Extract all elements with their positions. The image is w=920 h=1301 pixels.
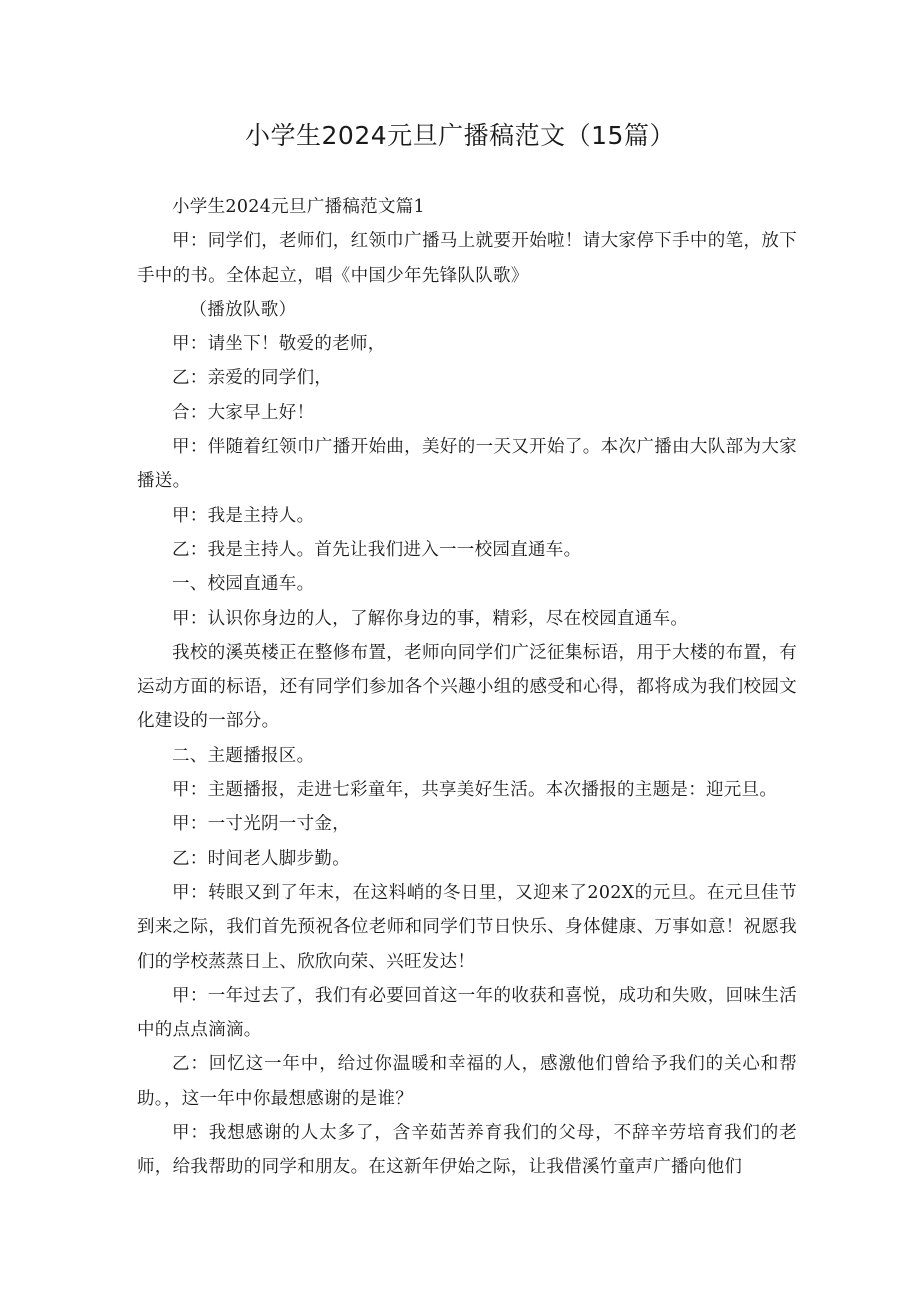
paragraph: 乙：时间老人脚步勤。 [172,848,350,869]
subsection-heading: 二、主题播报区。 [172,745,315,766]
paragraph: 甲：认识你身边的人，了解你身边的事，精彩，尽在校园直通车。 [172,608,689,629]
subsection-heading: 一、校园直通车。 [172,574,315,595]
paragraph: 乙：亲爱的同学们， [172,368,333,389]
paragraph: 甲：伴随着红领巾广播开始曲，美好的一天又开始了。本次广播由大队部为大家播送。 [137,437,797,492]
paragraph: 甲：一年过去了，我们有必要回首这一年的收获和喜悦，成功和失败，回味生活中的点点滴滴。 [137,985,797,1041]
paragraph: 乙：我是主持人。首先让我们进入一一校园直通车。 [172,539,582,560]
paragraph: 甲：请坐下！敬爱的老师， [172,334,386,355]
paragraph: 甲：一寸光阴一寸金， [172,814,350,835]
paragraph: 合：大家早上好！ [172,402,315,423]
paragraph: 甲：我想感谢的人太多了，含辛茹苦养育我们的父母，不辞辛劳培育我们的老师，给我帮助的同学和朋友。在这新年伊始之际，让我借溪竹童声广播向他们 [137,1123,797,1178]
paragraph: 我校的溪英楼正在整修布置，老师向同学们广泛征集标语，用于大楼的布置，有运动方面的标语，还有同学们参加各个兴趣小组的感受和心得，都将成为我们校园文化建设的一部分。 [137,642,797,732]
paragraph: （播放队歌） [189,299,297,320]
document-title: 小学生2024元旦广播稿范文（15篇） [245,121,675,150]
document-body [137,190,797,1185]
paragraph: 甲：主题播报，走进七彩童年，共享美好生活。本次播报的主题是：迎元旦。 [172,780,778,801]
paragraph: 乙：回忆这一年中，给过你温暖和幸福的人，感激他们曾给予我们的关心和帮助。，这一年中你最想感谢的是谁？ [137,1054,797,1109]
section-heading: 小学生2024元旦广播稿范文篇1 [172,197,425,217]
paragraph: 甲：转眼又到了年末，在这料峭的冬日里，又迎来了202X的元旦。在元旦佳节到来之际，我们首先预祝各位老师和同学们节日快乐、身体健康、万事如意！祝愿我们的学校蒸蒸日上、欣欣向荣、兴旺发达！ [137,882,797,972]
paragraph: 甲：我是主持人。 [172,505,315,526]
paragraph: 甲：同学们，老师们，红领巾广播马上就要开始啦！请大家停下手中的笔，放下手中的书。全体起立，唱《中国少年先锋队队歌》 [137,231,797,286]
